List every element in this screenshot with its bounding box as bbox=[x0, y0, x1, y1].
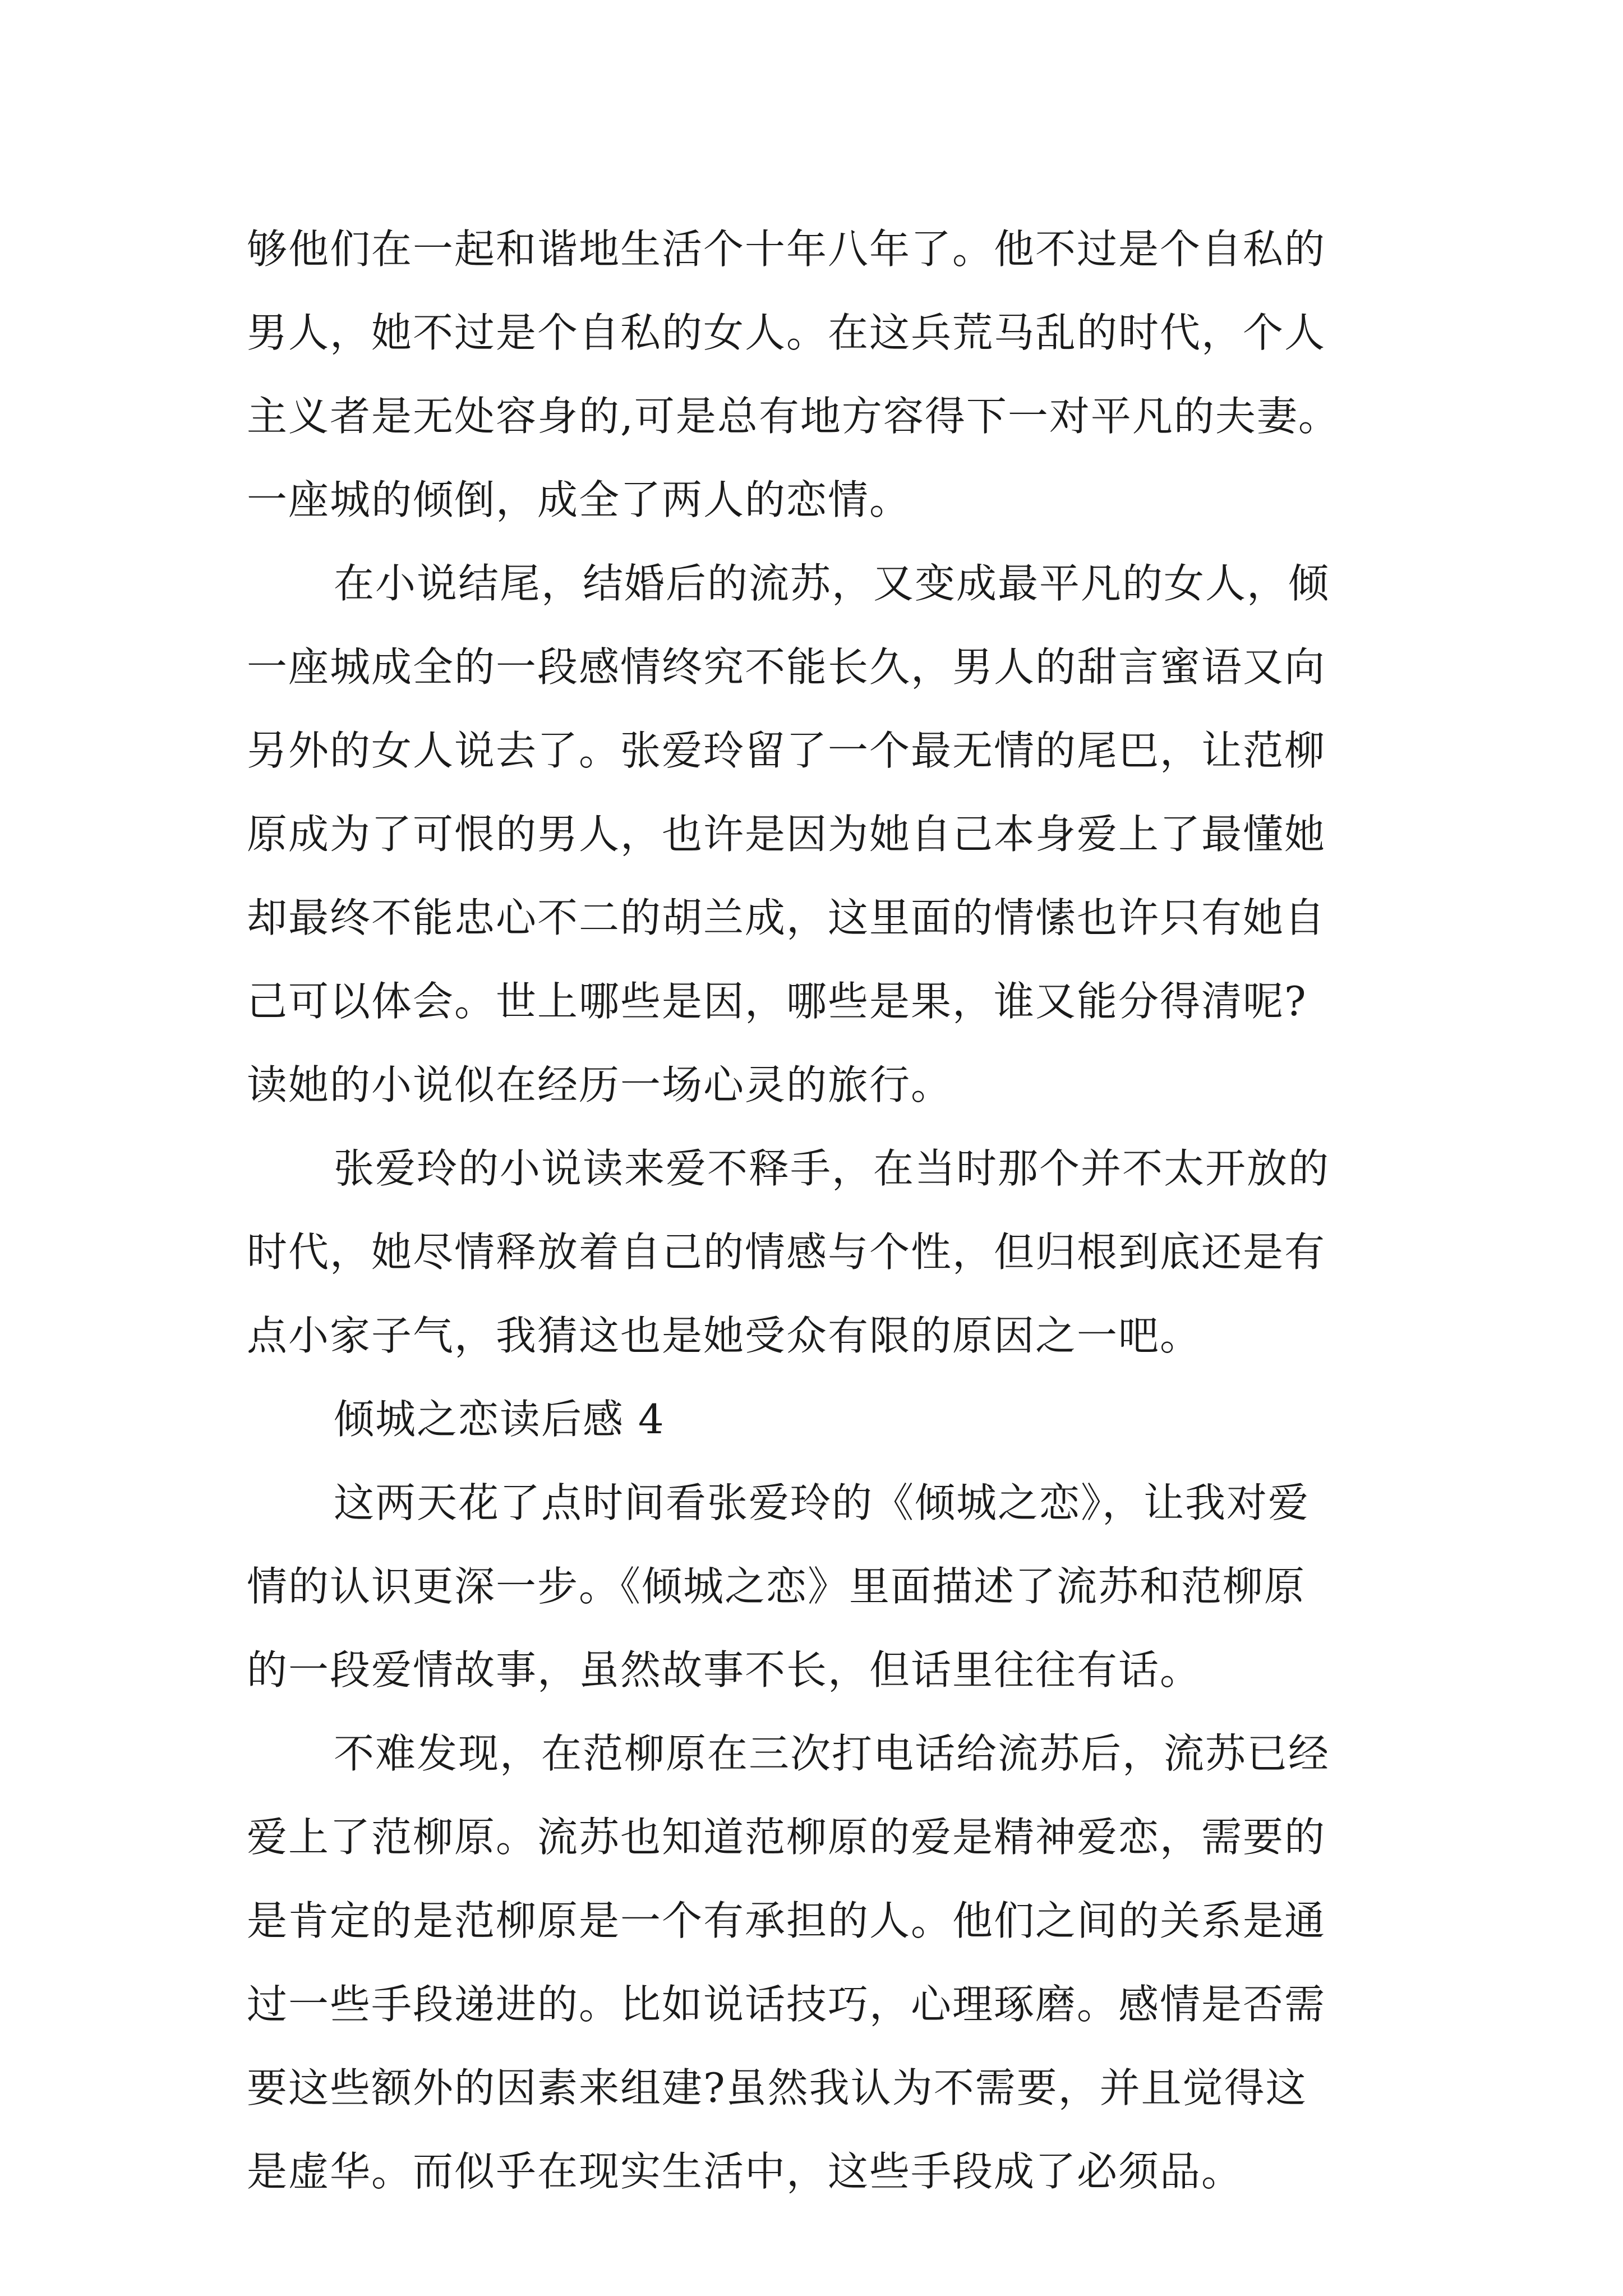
text-line: 主义者是无处容身的,可是总有地方容得下一对平凡的夫妻。 bbox=[247, 393, 1340, 440]
text-line: 一座城成全的一段感情终究不能长久，男人的甜言蜜语又向 bbox=[247, 643, 1326, 691]
text-line: 时代，她尽情释放着自己的情感与个性，但归根到底还是有 bbox=[247, 1228, 1326, 1276]
text-line: 的一段爱情故事，虽然故事不长，但话里往往有话。 bbox=[247, 1646, 1202, 1694]
paragraph bbox=[247, 1127, 1447, 1378]
text-line: 是虚华。而似乎在现实生活中，这些手段成了必须品。 bbox=[247, 2148, 1243, 2195]
text-line: 另外的女人说去了。张爱玲留了一个最无情的尾巴，让范柳 bbox=[247, 727, 1326, 774]
text-line: 情的认识更深一步。《倾城之恋》里面描述了流苏和范柳原 bbox=[247, 1563, 1306, 1610]
text-line: 倾城之恋读后感 4 bbox=[334, 1396, 665, 1443]
text-line: 不难发现，在范柳原在三次打电话给流苏后，流苏已经 bbox=[334, 1730, 1330, 1777]
text-line: 读她的小说似在经历一场心灵的旅行。 bbox=[247, 1061, 953, 1108]
text-line: 男人，她不过是个自私的女人。在这兵荒马乱的时代，个人 bbox=[247, 309, 1326, 356]
text-line: 是肯定的是范柳原是一个有承担的人。他们之间的关系是通 bbox=[247, 1897, 1326, 1944]
paragraph bbox=[247, 1378, 1447, 1461]
text-line: 够他们在一起和谐地生活个十年八年了。他不过是个自私的 bbox=[247, 226, 1326, 273]
paragraph bbox=[247, 1712, 1447, 2214]
text-line: 一座城的倾倒，成全了两人的恋情。 bbox=[247, 476, 911, 523]
paragraph bbox=[247, 1461, 1447, 1712]
paragraph bbox=[247, 208, 1447, 542]
paragraph bbox=[247, 542, 1447, 1127]
text-line: 要这些额外的因素来组建?虽然我认为不需要，并且觉得这 bbox=[247, 2064, 1307, 2111]
text-line: 原成为了可恨的男人，也许是因为她自己本身爱上了最懂她 bbox=[247, 811, 1326, 858]
text-line: 过一些手段递进的。比如说话技巧，心理琢磨。感情是否需 bbox=[247, 1981, 1326, 2028]
text-line: 己可以体会。世上哪些是因，哪些是果，谁又能分得清呢? bbox=[247, 978, 1307, 1025]
text-line: 张爱玲的小说读来爱不释手，在当时那个并不太开放的 bbox=[334, 1145, 1330, 1192]
text-line: 这两天花了点时间看张爱玲的《倾城之恋》，让我对爱 bbox=[334, 1479, 1310, 1526]
text-line: 点小家子气，我猜这也是她受众有限的原因之一吧。 bbox=[247, 1312, 1202, 1359]
text-line: 却最终不能忠心不二的胡兰成，这里面的情愫也许只有她自 bbox=[247, 894, 1326, 941]
document-body bbox=[247, 208, 1447, 2214]
text-line: 在小说结尾，结婚后的流苏，又变成最平凡的女人，倾 bbox=[334, 560, 1330, 607]
text-line: 爱上了范柳原。流苏也知道范柳原的爱是精神爱恋，需要的 bbox=[247, 1814, 1326, 1861]
